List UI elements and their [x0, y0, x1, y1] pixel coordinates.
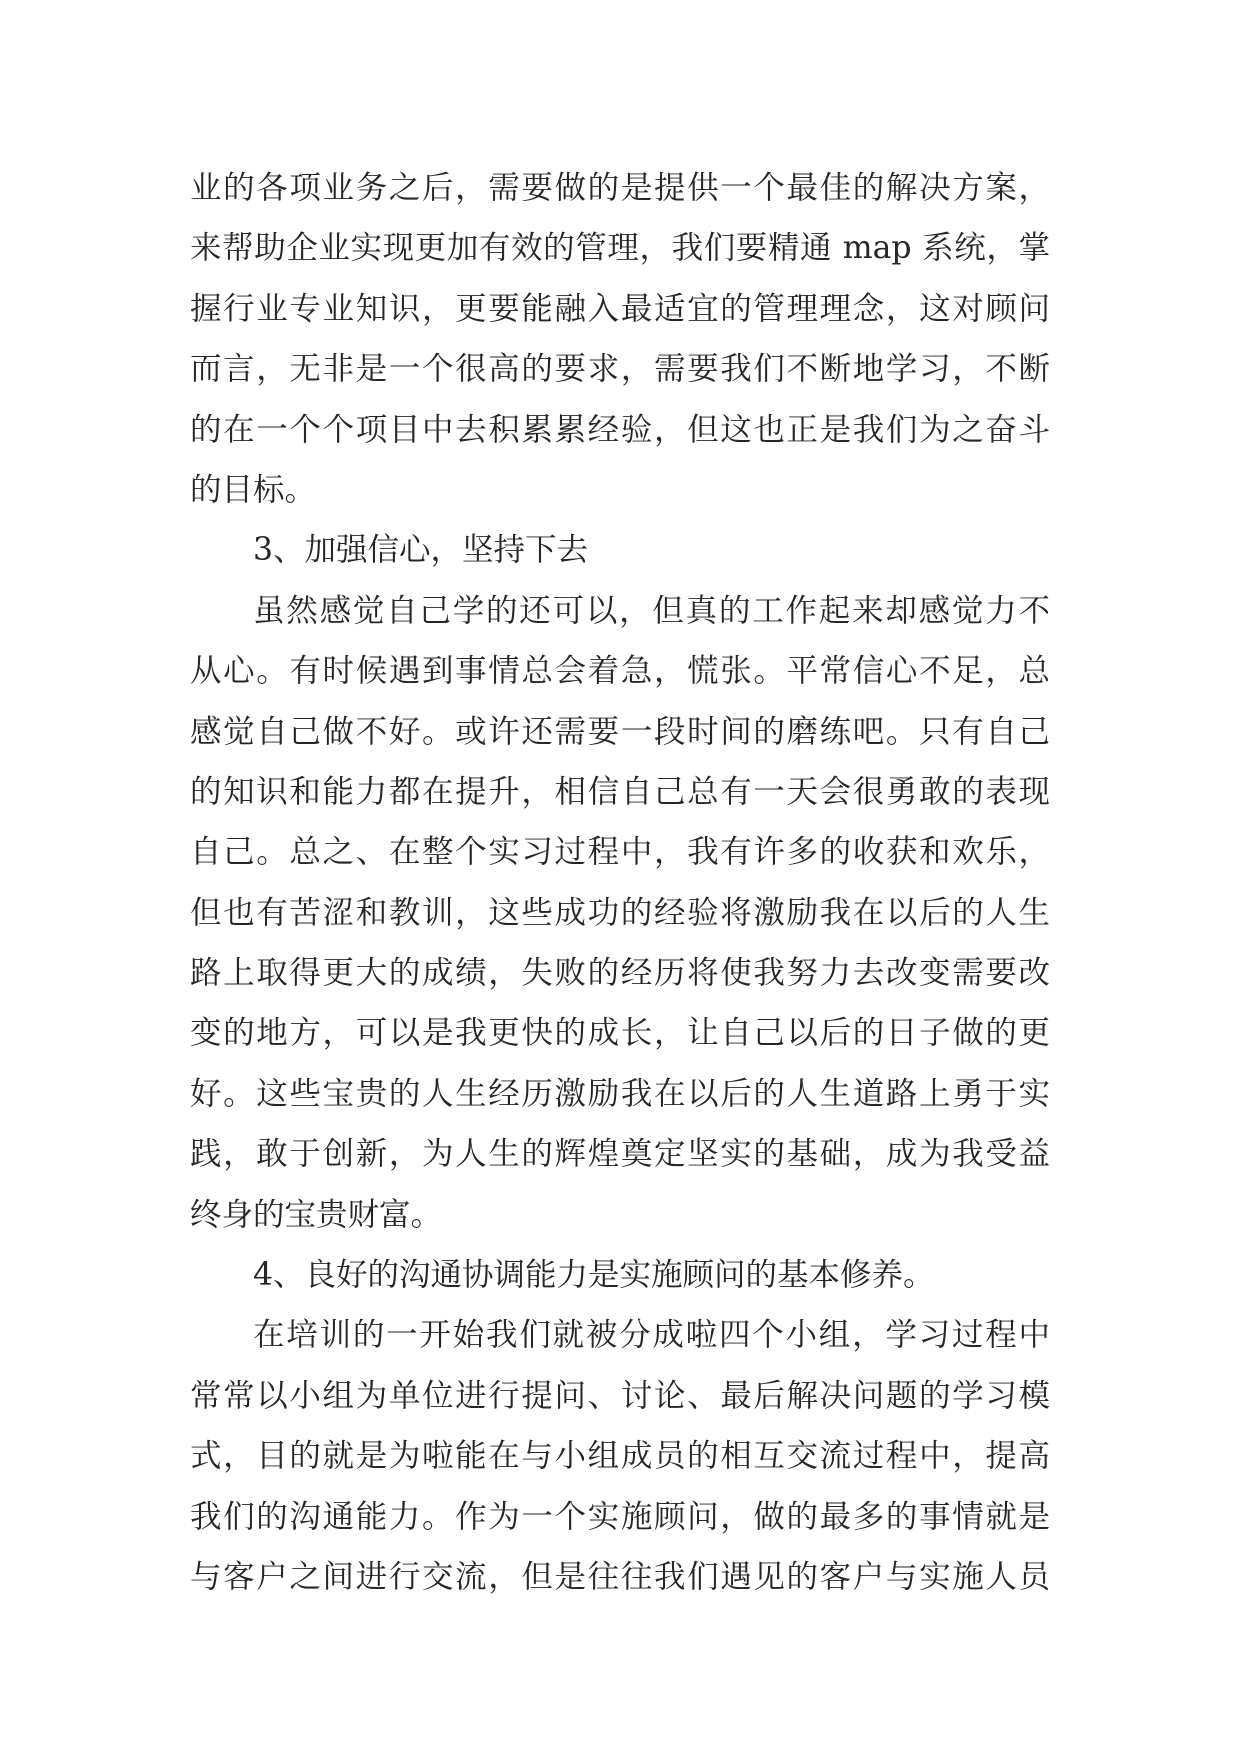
- text-line: 从心。有时候遇到事情总会着急，慌张。平常信心不足，总: [190, 653, 1050, 690]
- text-line: 的知识和能力都在提升，相信自己总有一天会很勇敢的表现: [190, 773, 1050, 810]
- text-line: 虽然感觉自己学的还可以，但真的工作起来却感觉力不: [253, 592, 1050, 629]
- text-line: 但也有苦涩和教训，这些成功的经验将激励我在以后的人生: [190, 894, 1050, 931]
- text-line: 常常以小组为单位进行提问、讨论、最后解决问题的学习模: [190, 1377, 1050, 1414]
- section-heading: 3、加强信心，坚持下去: [253, 532, 589, 569]
- text-line: 在培训的一开始我们就被分成啦四个小组，学习过程中: [253, 1317, 1050, 1354]
- text-line: 终身的宝贵财富。: [190, 1196, 443, 1233]
- text-line: 业的各项业务之后，需要做的是提供一个最佳的解决方案，: [190, 170, 1050, 206]
- text-line: 的目标。: [190, 471, 317, 508]
- text-line: 变的地方，可以是我更快的成长，让自己以后的日子做的更: [190, 1015, 1050, 1052]
- text-line: 好。这些宝贵的人生经历激励我在以后的人生道路上勇于实: [190, 1075, 1050, 1112]
- section-heading: 4、良好的沟通协调能力是实施顾问的基本修养。: [253, 1257, 935, 1294]
- text-line: 我们的沟通能力。作为一个实施顾问，做的最多的事情就是: [190, 1498, 1050, 1535]
- text-line: 感觉自己做不好。或许还需要一段时间的磨练吧。只有自己: [190, 713, 1050, 750]
- text-line: 式，目的就是为啦能在与小组成员的相互交流过程中，提高: [190, 1438, 1050, 1475]
- text-line: 与客户之间进行交流，但是往往我们遇见的客户与实施人员: [190, 1558, 1050, 1595]
- text-line: 践，敢于创新，为人生的辉煌奠定坚实的基础，成为我受益: [190, 1136, 1050, 1173]
- text-line: 握行业专业知识，更要能融入最适宜的管理理念，这对顾问: [190, 290, 1050, 327]
- text-line: 而言，无非是一个很高的要求，需要我们不断地学习，不断: [190, 351, 1050, 388]
- text-line: 自己。总之、在整个实习过程中，我有许多的收获和欢乐，: [190, 834, 1050, 871]
- text-line: 路上取得更大的成绩，失败的经历将使我努力去改变需要改: [190, 955, 1050, 992]
- text-line: 的在一个个项目中去积累累经验，但这也正是我们为之奋斗: [190, 411, 1050, 448]
- text-line: 来帮助企业实现更加有效的管理，我们要精通 map 系统，掌: [190, 230, 1050, 267]
- body-text: [190, 158, 1050, 1607]
